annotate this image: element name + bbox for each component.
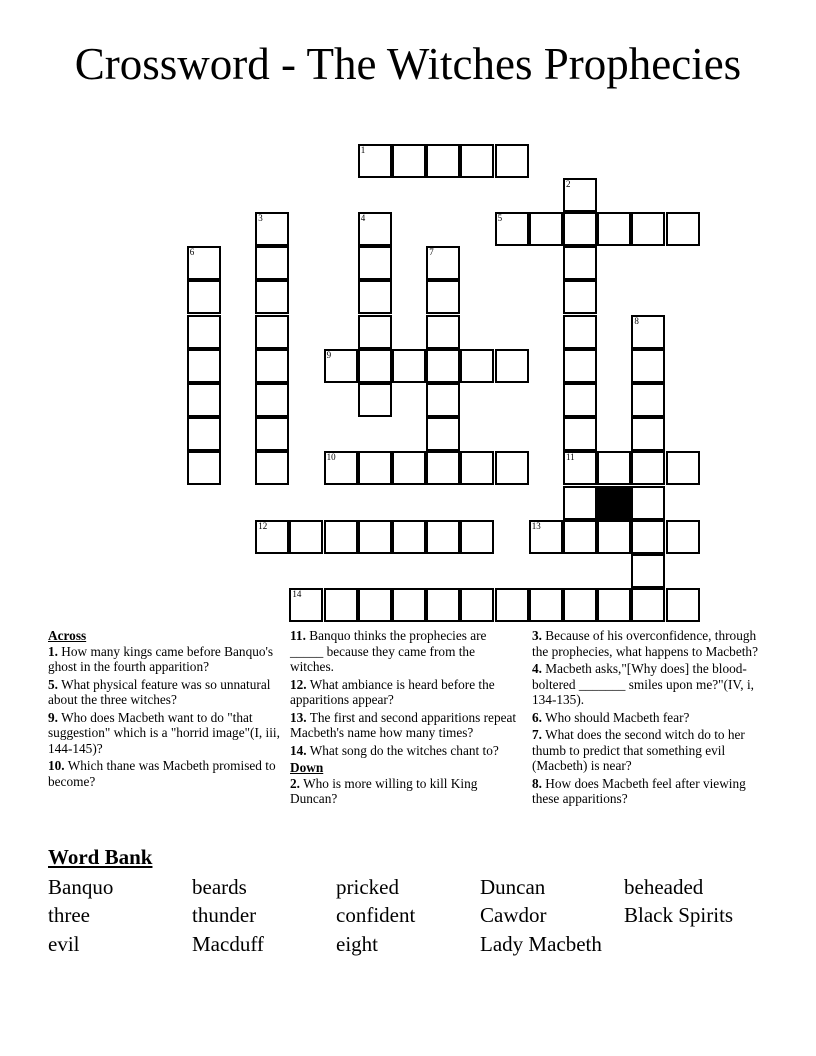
crossword-cell[interactable] bbox=[187, 417, 221, 451]
crossword-cell[interactable] bbox=[358, 280, 392, 314]
crossword-cell[interactable] bbox=[358, 383, 392, 417]
across-clues-list-1 bbox=[48, 644, 280, 790]
clue-item bbox=[290, 776, 522, 807]
crossword-cell[interactable] bbox=[255, 280, 289, 314]
crossword-cell[interactable] bbox=[563, 383, 597, 417]
clue-item bbox=[532, 661, 764, 708]
crossword-cell[interactable] bbox=[426, 315, 460, 349]
crossword-cell[interactable] bbox=[426, 349, 460, 383]
clue-text: Which thane was Macbeth promised to become? bbox=[48, 758, 276, 789]
clue-text: Macbeth asks,"[Why does] the blood-boltered _______ smiles upon me?"(IV, i, 134-135). bbox=[532, 661, 754, 707]
crossword-cell[interactable] bbox=[563, 280, 597, 314]
crossword-cell[interactable] bbox=[426, 417, 460, 451]
clues-column-3 bbox=[532, 628, 764, 809]
clue-number: 8 bbox=[634, 315, 639, 326]
crossword-cell[interactable] bbox=[495, 349, 529, 383]
crossword-cell[interactable] bbox=[631, 315, 665, 349]
crossword-cell[interactable] bbox=[597, 212, 631, 246]
clue-item bbox=[48, 758, 280, 789]
clues-column-2 bbox=[290, 628, 522, 809]
crossword-cell[interactable] bbox=[631, 554, 665, 588]
crossword-cell[interactable] bbox=[255, 246, 289, 280]
clue-item bbox=[48, 710, 280, 757]
crossword-cell[interactable] bbox=[426, 280, 460, 314]
clue-number-label: 10. bbox=[48, 758, 65, 773]
crossword-cell[interactable] bbox=[324, 451, 358, 485]
crossword-cell[interactable] bbox=[631, 588, 665, 622]
clue-text: Who should Macbeth fear? bbox=[541, 709, 690, 725]
word-bank-word: Cawdor bbox=[480, 903, 547, 927]
clue-text: How many kings came before Banquo's ghost in the fourth apparition? bbox=[48, 643, 274, 674]
crossword-cell[interactable] bbox=[631, 383, 665, 417]
word-bank-title: Word Bank bbox=[48, 845, 153, 869]
crossword-cell[interactable] bbox=[255, 212, 289, 246]
word-bank-word: Macduff bbox=[192, 932, 264, 956]
word-bank-word: Lady Macbeth bbox=[480, 932, 602, 956]
crossword-cell[interactable] bbox=[495, 212, 529, 246]
clue-number: 9 bbox=[326, 349, 332, 360]
word-bank-word: three bbox=[48, 903, 90, 927]
clue-number: 11 bbox=[566, 452, 575, 463]
crossword-cell[interactable] bbox=[631, 451, 665, 485]
crossword-cell[interactable] bbox=[597, 520, 631, 554]
clue-text: Banquo thinks the prophecies are _____ because they came from the witches. bbox=[290, 628, 487, 674]
clue-item bbox=[290, 710, 522, 741]
clue-text: Because of his overconfidence, through the prophecies, what happens to Macbeth? bbox=[532, 628, 758, 659]
crossword-cell[interactable] bbox=[563, 417, 597, 451]
crossword-cell[interactable] bbox=[392, 588, 426, 622]
clue-item bbox=[290, 628, 522, 675]
crossword-cell[interactable] bbox=[255, 417, 289, 451]
word-bank-word: confident bbox=[336, 903, 416, 927]
down-clues-list-2 bbox=[532, 628, 764, 807]
crossword-cell[interactable] bbox=[358, 349, 392, 383]
crossword-cell[interactable] bbox=[255, 383, 289, 417]
clue-item bbox=[532, 776, 764, 807]
crossword-cell[interactable] bbox=[529, 588, 563, 622]
crossword-cell[interactable] bbox=[358, 212, 392, 246]
clue-number: 14 bbox=[292, 589, 302, 600]
crossword-cell[interactable] bbox=[187, 451, 221, 485]
crossword-cell[interactable] bbox=[255, 451, 289, 485]
clue-item bbox=[532, 727, 764, 774]
clue-number: 2 bbox=[566, 178, 571, 189]
crossword-cell[interactable] bbox=[563, 315, 597, 349]
crossword-cell[interactable] bbox=[426, 520, 460, 554]
crossword-cell[interactable] bbox=[563, 588, 597, 622]
crossword-cell[interactable] bbox=[392, 349, 426, 383]
crossword-cell[interactable] bbox=[597, 588, 631, 622]
crossword-cell[interactable] bbox=[426, 383, 460, 417]
crossword-cell[interactable] bbox=[495, 588, 529, 622]
crossword-cell[interactable] bbox=[324, 349, 358, 383]
crossword-cell[interactable] bbox=[392, 451, 426, 485]
clue-number-label: 12. bbox=[290, 676, 307, 692]
clue-text: Who is more willing to kill King Duncan? bbox=[290, 775, 478, 806]
word-bank-word: Duncan bbox=[480, 875, 546, 899]
clue-number: 6 bbox=[189, 247, 195, 258]
clue-number: 1 bbox=[360, 144, 366, 155]
clue-item bbox=[290, 743, 522, 759]
word-bank-word: Banquo bbox=[48, 875, 114, 899]
crossword-cell[interactable] bbox=[563, 451, 597, 485]
crossword-cell[interactable] bbox=[460, 349, 494, 383]
crossword-cell[interactable] bbox=[460, 520, 494, 554]
clue-number-label: 14. bbox=[290, 742, 307, 758]
crossword-cell[interactable] bbox=[460, 588, 494, 622]
crossword-cell[interactable] bbox=[460, 451, 494, 485]
crossword-cell[interactable] bbox=[426, 246, 460, 280]
crossword-cell[interactable] bbox=[563, 246, 597, 280]
crossword-cell[interactable] bbox=[358, 451, 392, 485]
crossword-cell[interactable] bbox=[255, 520, 289, 554]
crossword-cell[interactable] bbox=[324, 520, 358, 554]
crossword-cell[interactable] bbox=[631, 212, 665, 246]
crossword-cell[interactable] bbox=[358, 520, 392, 554]
clue-number-label: 8. bbox=[532, 775, 542, 791]
crossword-cell[interactable] bbox=[358, 246, 392, 280]
word-bank-word: beards bbox=[192, 875, 247, 899]
crossword-cell[interactable] bbox=[666, 520, 700, 554]
clue-text: The first and second apparitions repeat Macbeth's name how many times? bbox=[290, 709, 517, 740]
crossword-cell[interactable] bbox=[563, 520, 597, 554]
crossword-cell[interactable] bbox=[358, 588, 392, 622]
crossword-cell[interactable] bbox=[426, 588, 460, 622]
clue-number-label: 6. bbox=[532, 709, 542, 725]
clue-text: What physical feature was so unnatural about the three witches? bbox=[48, 676, 271, 707]
crossword-cell[interactable] bbox=[529, 520, 563, 554]
crossword-cell[interactable] bbox=[255, 349, 289, 383]
clue-item bbox=[290, 677, 522, 708]
crossword-cell[interactable] bbox=[324, 588, 358, 622]
crossword-cell[interactable] bbox=[495, 451, 529, 485]
across-heading: Across bbox=[48, 628, 87, 643]
crossword-cell[interactable] bbox=[187, 246, 221, 280]
crossword-cell[interactable] bbox=[426, 451, 460, 485]
clues-column-1 bbox=[48, 628, 280, 791]
word-bank-word: pricked bbox=[336, 875, 399, 899]
word-bank-word: evil bbox=[48, 932, 80, 956]
crossword-cell[interactable] bbox=[187, 280, 221, 314]
word-bank-word: beheaded bbox=[624, 875, 704, 899]
down-heading: Down bbox=[290, 760, 324, 775]
clue-text: Who does Macbeth want to do "that suggestion" which is a "horrid image"(I, iii, 144-145)? bbox=[48, 709, 280, 756]
crossword-cell[interactable] bbox=[666, 588, 700, 622]
word-bank-word: Black Spirits bbox=[624, 903, 734, 927]
clue-text: What does the second witch do to her thumb to predict that something evil (Macbeth) is near? bbox=[532, 727, 745, 773]
clue-text: What ambiance is heard before the apparitions appear? bbox=[290, 676, 495, 707]
crossword-cell[interactable] bbox=[563, 212, 597, 246]
crossword-cell[interactable] bbox=[597, 451, 631, 485]
crossword-cell[interactable] bbox=[631, 486, 665, 520]
crossword-cell[interactable] bbox=[460, 144, 494, 178]
crossword-cell[interactable] bbox=[392, 520, 426, 554]
clue-item bbox=[532, 710, 764, 726]
crossword-cell[interactable] bbox=[426, 144, 460, 178]
clue-number: 5 bbox=[497, 213, 503, 223]
clue-number-label: 1. bbox=[48, 643, 58, 659]
clue-item bbox=[48, 677, 280, 708]
clue-number-label: 3. bbox=[532, 628, 542, 643]
crossword-cell[interactable] bbox=[563, 486, 597, 520]
crossword-cell[interactable] bbox=[631, 349, 665, 383]
clue-number-label: 11. bbox=[290, 628, 306, 643]
word-bank-word: thunder bbox=[192, 903, 257, 927]
clue-number-label: 13. bbox=[290, 709, 307, 725]
clue-number-label: 2. bbox=[290, 775, 300, 791]
clue-number: 12 bbox=[258, 520, 268, 531]
clue-text: How does Macbeth feel after viewing these apparitions? bbox=[532, 775, 746, 806]
page-title: Crossword - The Witches Prophecies bbox=[74, 39, 742, 89]
crossword-cell[interactable] bbox=[255, 315, 289, 349]
crossword-cell[interactable] bbox=[358, 315, 392, 349]
crossword-cell[interactable] bbox=[392, 144, 426, 178]
crossword-cell[interactable] bbox=[187, 349, 221, 383]
clue-number: 13 bbox=[531, 520, 541, 531]
crossword-cell[interactable] bbox=[495, 144, 529, 178]
black-cell bbox=[597, 486, 631, 520]
crossword-cell[interactable] bbox=[187, 315, 221, 349]
crossword-cell[interactable] bbox=[187, 383, 221, 417]
clue-item bbox=[532, 628, 764, 659]
crossword-cell[interactable] bbox=[563, 178, 597, 212]
crossword-cell[interactable] bbox=[666, 451, 700, 485]
clue-number-label: 4. bbox=[532, 661, 542, 676]
crossword-cell[interactable] bbox=[289, 588, 323, 622]
crossword-cell[interactable] bbox=[529, 212, 563, 246]
crossword-cell[interactable] bbox=[631, 417, 665, 451]
word-bank-word: eight bbox=[336, 932, 378, 956]
crossword-cell[interactable] bbox=[289, 520, 323, 554]
clue-number: 7 bbox=[429, 247, 434, 258]
across-clues-list-2 bbox=[290, 628, 522, 758]
down-clues-list-1 bbox=[290, 776, 522, 807]
crossword-cell[interactable] bbox=[631, 520, 665, 554]
crossword-cell[interactable] bbox=[358, 144, 392, 178]
clue-number-label: 7. bbox=[532, 727, 542, 742]
clue-number-label: 5. bbox=[48, 676, 58, 692]
crossword-cell[interactable] bbox=[563, 349, 597, 383]
crossword-cell[interactable] bbox=[666, 212, 700, 246]
clue-item bbox=[48, 644, 280, 675]
clue-number: 3 bbox=[258, 213, 263, 223]
clue-number-label: 9. bbox=[48, 709, 58, 725]
clue-number: 4 bbox=[360, 213, 366, 223]
clue-text: What song do the witches chant to? bbox=[306, 742, 499, 758]
clue-number: 10 bbox=[326, 452, 336, 463]
